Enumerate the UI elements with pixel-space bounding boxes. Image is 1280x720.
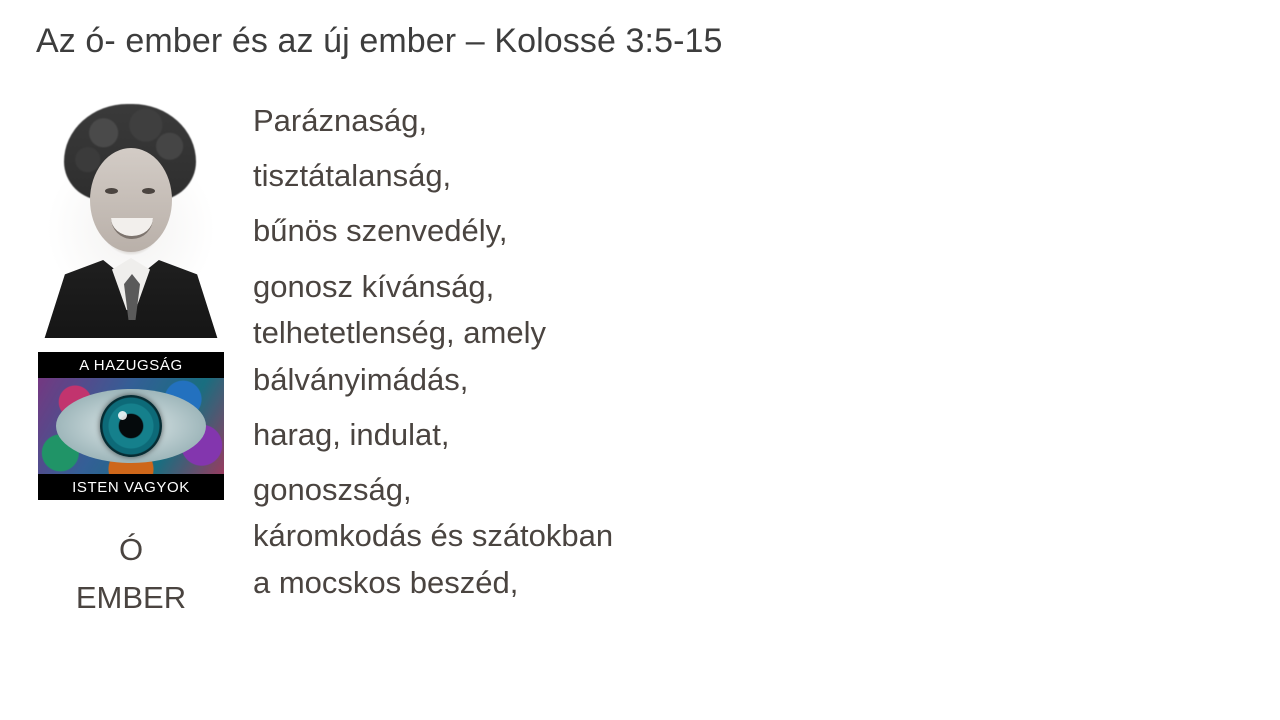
page-title: Az ó- ember és az új ember – Kolossé 3:5-15 bbox=[36, 22, 723, 60]
old-man-caption-line2: EMBER bbox=[75, 580, 187, 616]
idol-bottom-caption: ISTEN VAGYOK bbox=[38, 474, 224, 500]
list-item: a mocskos beszéd, bbox=[253, 564, 519, 600]
idol-eye-image bbox=[38, 352, 224, 500]
portrait-left-eye bbox=[105, 188, 118, 194]
old-man-caption-line1: Ó bbox=[118, 532, 144, 567]
list-item: bűnös szenvedély, bbox=[253, 213, 508, 249]
idol-top-caption: A HAZUGSÁG bbox=[38, 352, 224, 378]
sin-list bbox=[253, 93, 873, 610]
list-item: gonoszság, bbox=[253, 471, 412, 507]
list-item: harag, indulat, bbox=[253, 416, 450, 452]
list-item: tisztátalanság, bbox=[253, 158, 452, 194]
list-item: gonosz kívánság, bbox=[253, 268, 495, 304]
list-item: Paráznaság, bbox=[253, 103, 428, 138]
list-item: káromkodás és szátokban bbox=[253, 518, 614, 554]
list-item: telhetetlenség, amely bbox=[253, 314, 546, 350]
portrait-right-eye bbox=[142, 188, 155, 194]
old-man-caption bbox=[38, 526, 224, 622]
list-item: bálványimádás, bbox=[253, 361, 469, 397]
portrait-image bbox=[38, 96, 224, 338]
left-column bbox=[38, 96, 233, 622]
